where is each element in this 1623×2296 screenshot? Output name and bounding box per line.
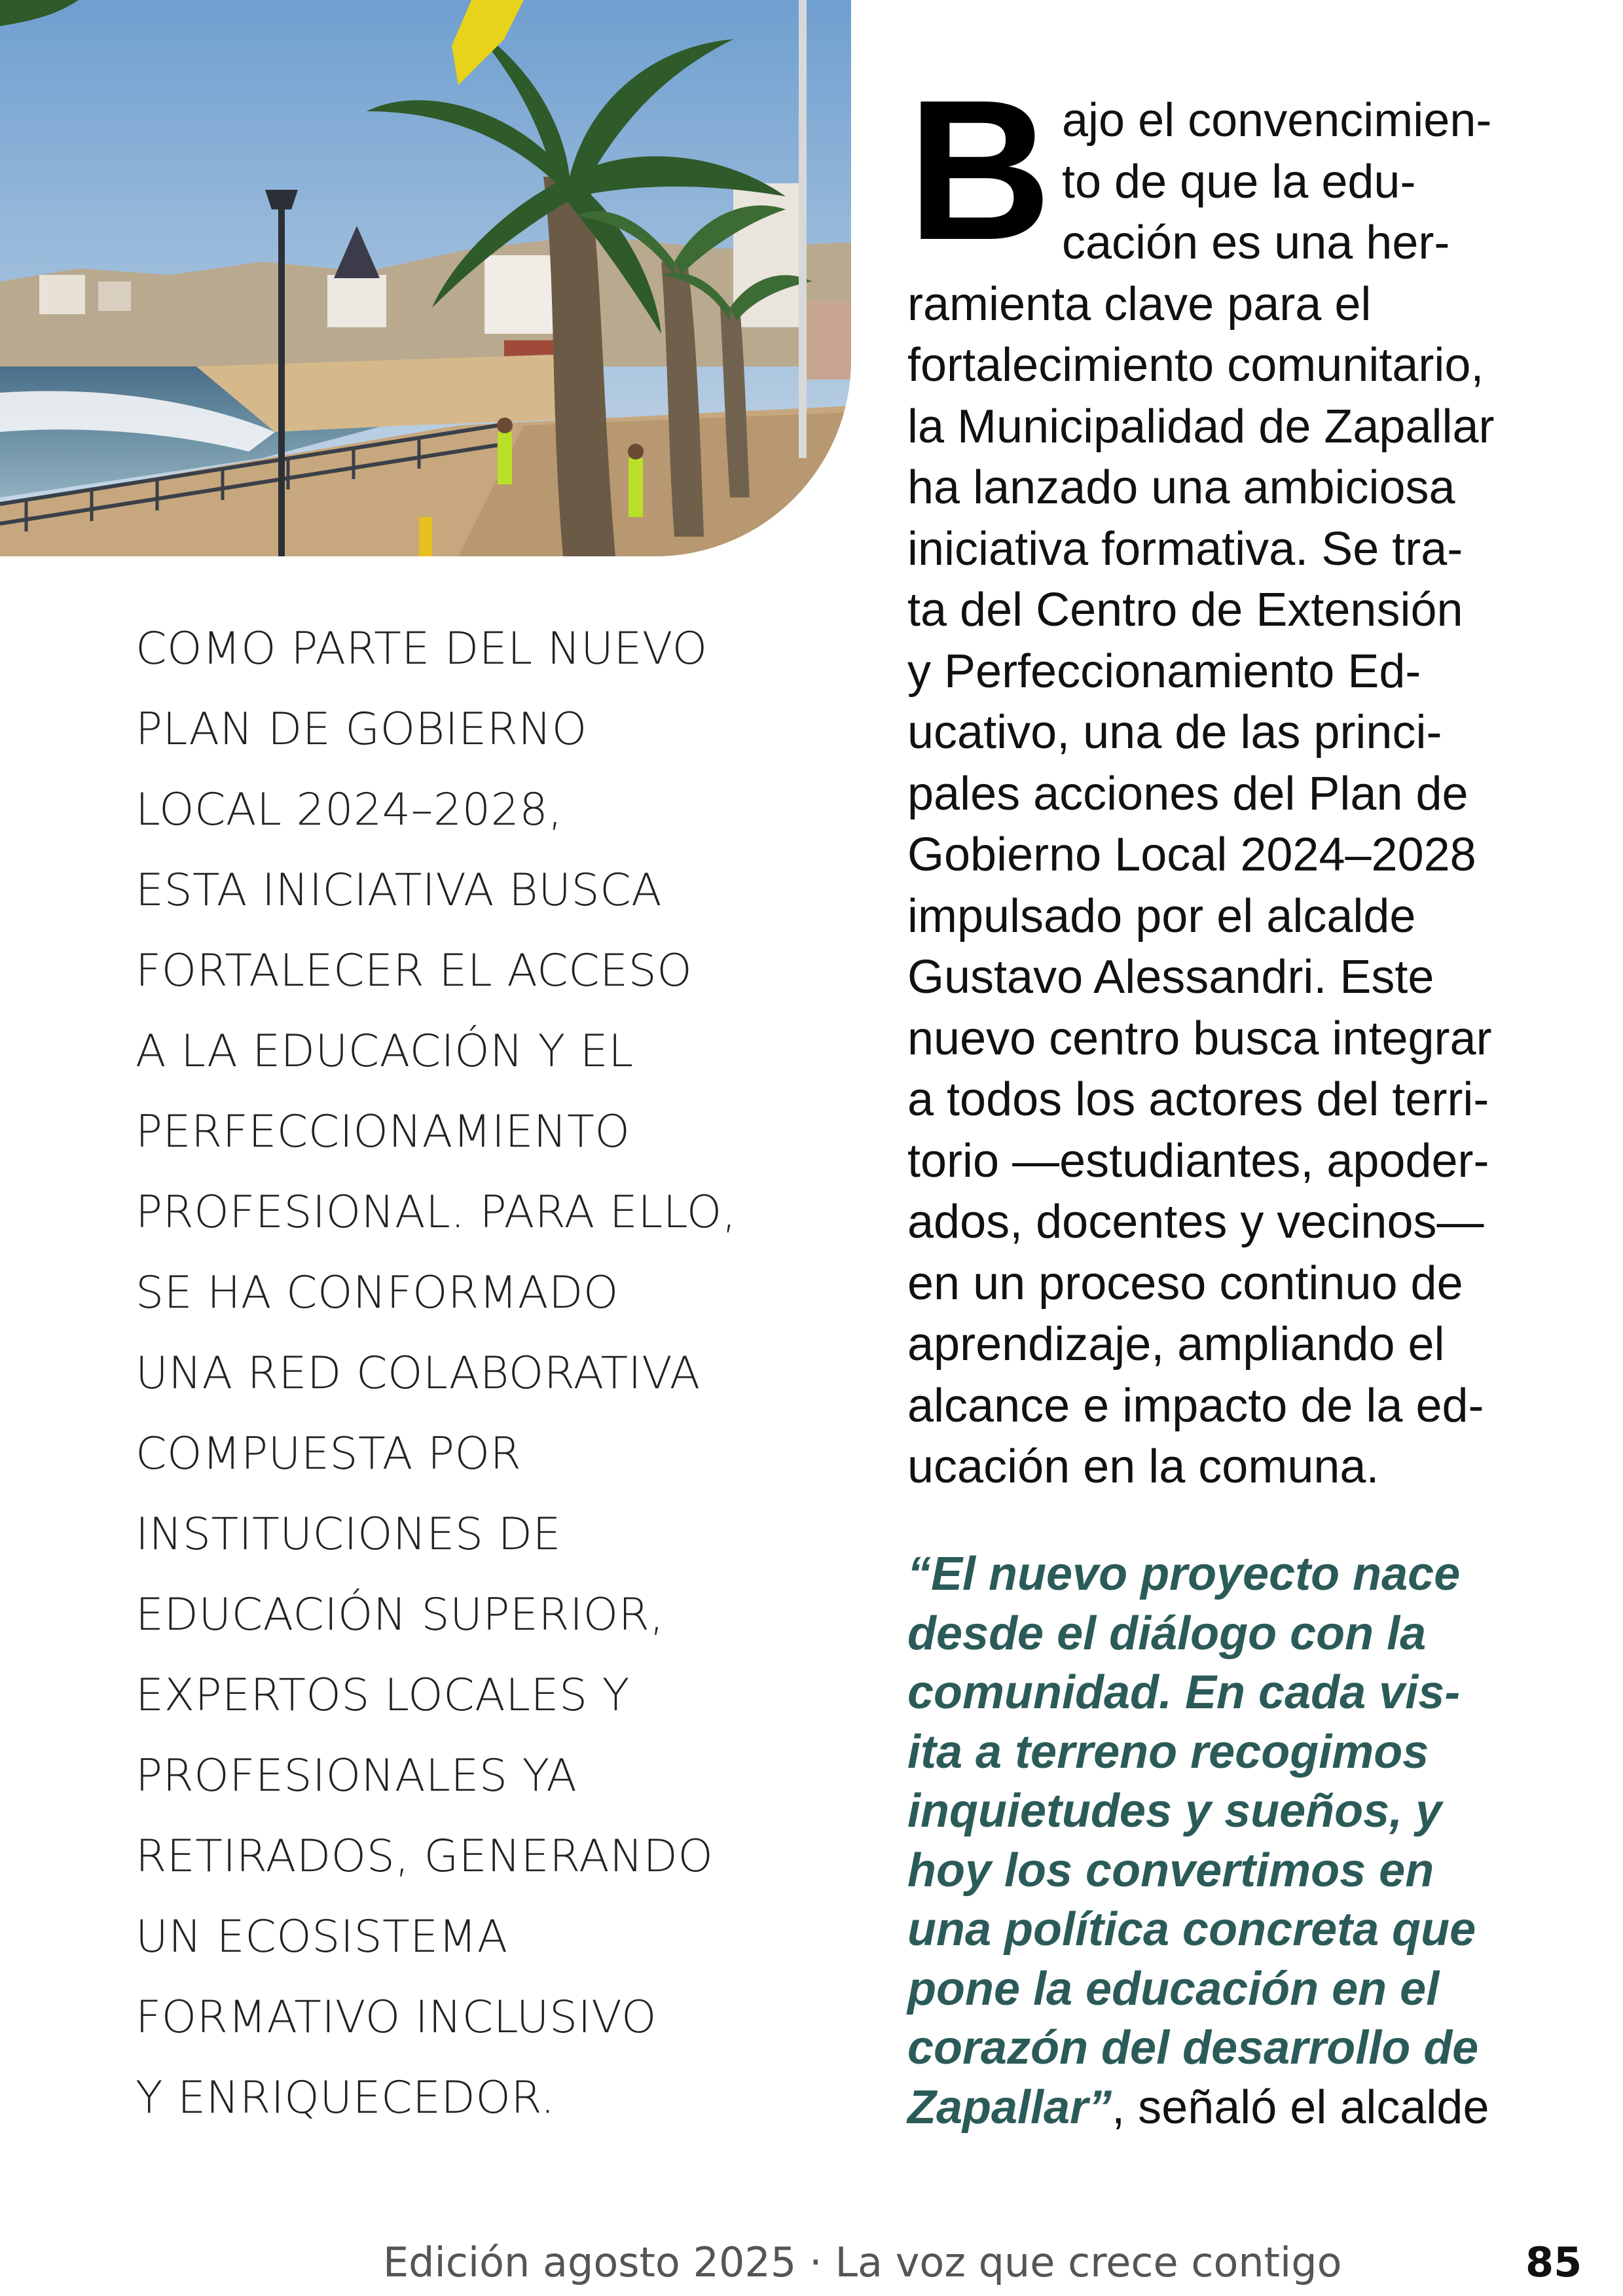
quote-line: ita a terreno recogimos — [907, 1725, 1429, 1778]
pull-quote-line: ESTA INICIATIVA BUSCA — [136, 865, 663, 916]
article-line: cación es una her- — [1062, 217, 1450, 269]
article-line: ta del Centro de Extensión — [907, 584, 1463, 636]
coastal-promenade-photo — [0, 0, 851, 556]
article-line: ucativo, una de las princi- — [907, 706, 1442, 759]
pull-quote-line: LOCAL 2024–2028, — [136, 784, 563, 836]
article-line: Gustavo Alessandri. Este — [907, 951, 1434, 1003]
pull-quote-line: INSTITUCIONES DE — [136, 1509, 561, 1560]
pull-quote-line: UNA RED COLABORATIVA — [136, 1348, 701, 1399]
quote-line: Zapallar” — [907, 2081, 1112, 2134]
pull-quote-line: PROFESIONAL. PARA ELLO, — [136, 1187, 737, 1238]
pull-quote-line: EDUCACIÓN SUPERIOR, — [136, 1589, 665, 1641]
page-number: 85 — [1525, 2238, 1582, 2286]
pull-quote-line: A LA EDUCACIÓN Y EL — [136, 1026, 634, 1077]
drop-cap: B — [907, 58, 1052, 281]
article-line: impulsado por el alcalde — [907, 889, 1416, 942]
article-line: a todos los actores del terri- — [907, 1073, 1489, 1126]
pull-quote-line: SE HA CONFORMADO — [136, 1267, 619, 1319]
quote-line: hoy los convertimos en — [907, 1844, 1434, 1897]
quote-line: una política concreta que — [907, 1903, 1476, 1956]
article-line: aprendizaje, ampliando el — [907, 1318, 1445, 1371]
pull-quote-line: EXPERTOS LOCALES Y — [136, 1670, 630, 1721]
article-line: to de que la edu- — [1062, 155, 1416, 208]
article-line: ados, docentes y vecinos— — [907, 1196, 1484, 1248]
article-line: Gobierno Local 2024–2028 — [907, 829, 1476, 881]
quote-last-line — [907, 2078, 1588, 2138]
pull-quote-line: Y ENRIQUECEDOR. — [136, 2072, 555, 2124]
article-line: y Perfeccionamiento Ed- — [907, 645, 1421, 698]
pull-quote-line: PROFESIONALES YA — [136, 1750, 577, 1802]
article-line: ajo el convencimien- — [1062, 94, 1492, 147]
mayor-quote — [907, 1545, 1588, 2137]
article-line: pales acciones del Plan de — [907, 767, 1468, 820]
pull-quote-line: COMO PARTE DEL NUEVO — [136, 623, 708, 675]
article-line: torio —estudiantes, apoder- — [907, 1134, 1489, 1187]
footer-edition-text: Edición agosto 2025 · La voz que crece contigo — [383, 2238, 1342, 2286]
article-line: nuevo centro busca integrar — [907, 1012, 1492, 1065]
article-body — [907, 58, 1569, 1498]
pull-quote — [136, 609, 764, 2138]
article-line: ramienta clave para el — [907, 278, 1372, 331]
pull-quote-line: PERFECCIONAMIENTO — [136, 1106, 630, 1158]
article-line: en un proceso continuo de — [907, 1257, 1463, 1310]
article-line: ucación en la comuna. — [907, 1441, 1379, 1493]
article-line: iniciativa formativa. Se tra- — [907, 522, 1463, 575]
pull-quote-line: PLAN DE GOBIERNO — [136, 704, 587, 755]
pull-quote-line: FORMATIVO INCLUSIVO — [136, 1992, 657, 2043]
page-footer — [0, 2238, 1623, 2284]
quote-attribution: , señaló el alcalde — [1112, 2081, 1489, 2134]
pull-quote-line: FORTALECER EL ACCESO — [136, 945, 693, 997]
quote-line: pone la educación en el — [907, 1962, 1440, 2015]
quote-line: comunidad. En cada vis- — [907, 1666, 1461, 1719]
pull-quote-line: UN ECOSISTEMA — [136, 1911, 508, 1963]
pull-quote-line: RETIRADOS, GENERANDO — [136, 1831, 714, 1882]
quote-line: corazón del desarrollo de — [907, 2022, 1479, 2074]
pull-quote-line: COMPUESTA POR — [136, 1428, 522, 1480]
quote-line: “El nuevo proyecto nace — [907, 1548, 1461, 1600]
quote-line: inquietudes y sueños, y — [907, 1785, 1442, 1837]
quote-line: desde el diálogo con la — [907, 1607, 1427, 1660]
article-line: la Municipalidad de Zapallar — [907, 400, 1495, 453]
article-line: fortalecimiento comunitario, — [907, 339, 1484, 391]
article-line: alcance e impacto de la ed- — [907, 1379, 1484, 1432]
article-line: ha lanzado una ambiciosa — [907, 461, 1455, 514]
promenade-illustration — [0, 0, 851, 556]
